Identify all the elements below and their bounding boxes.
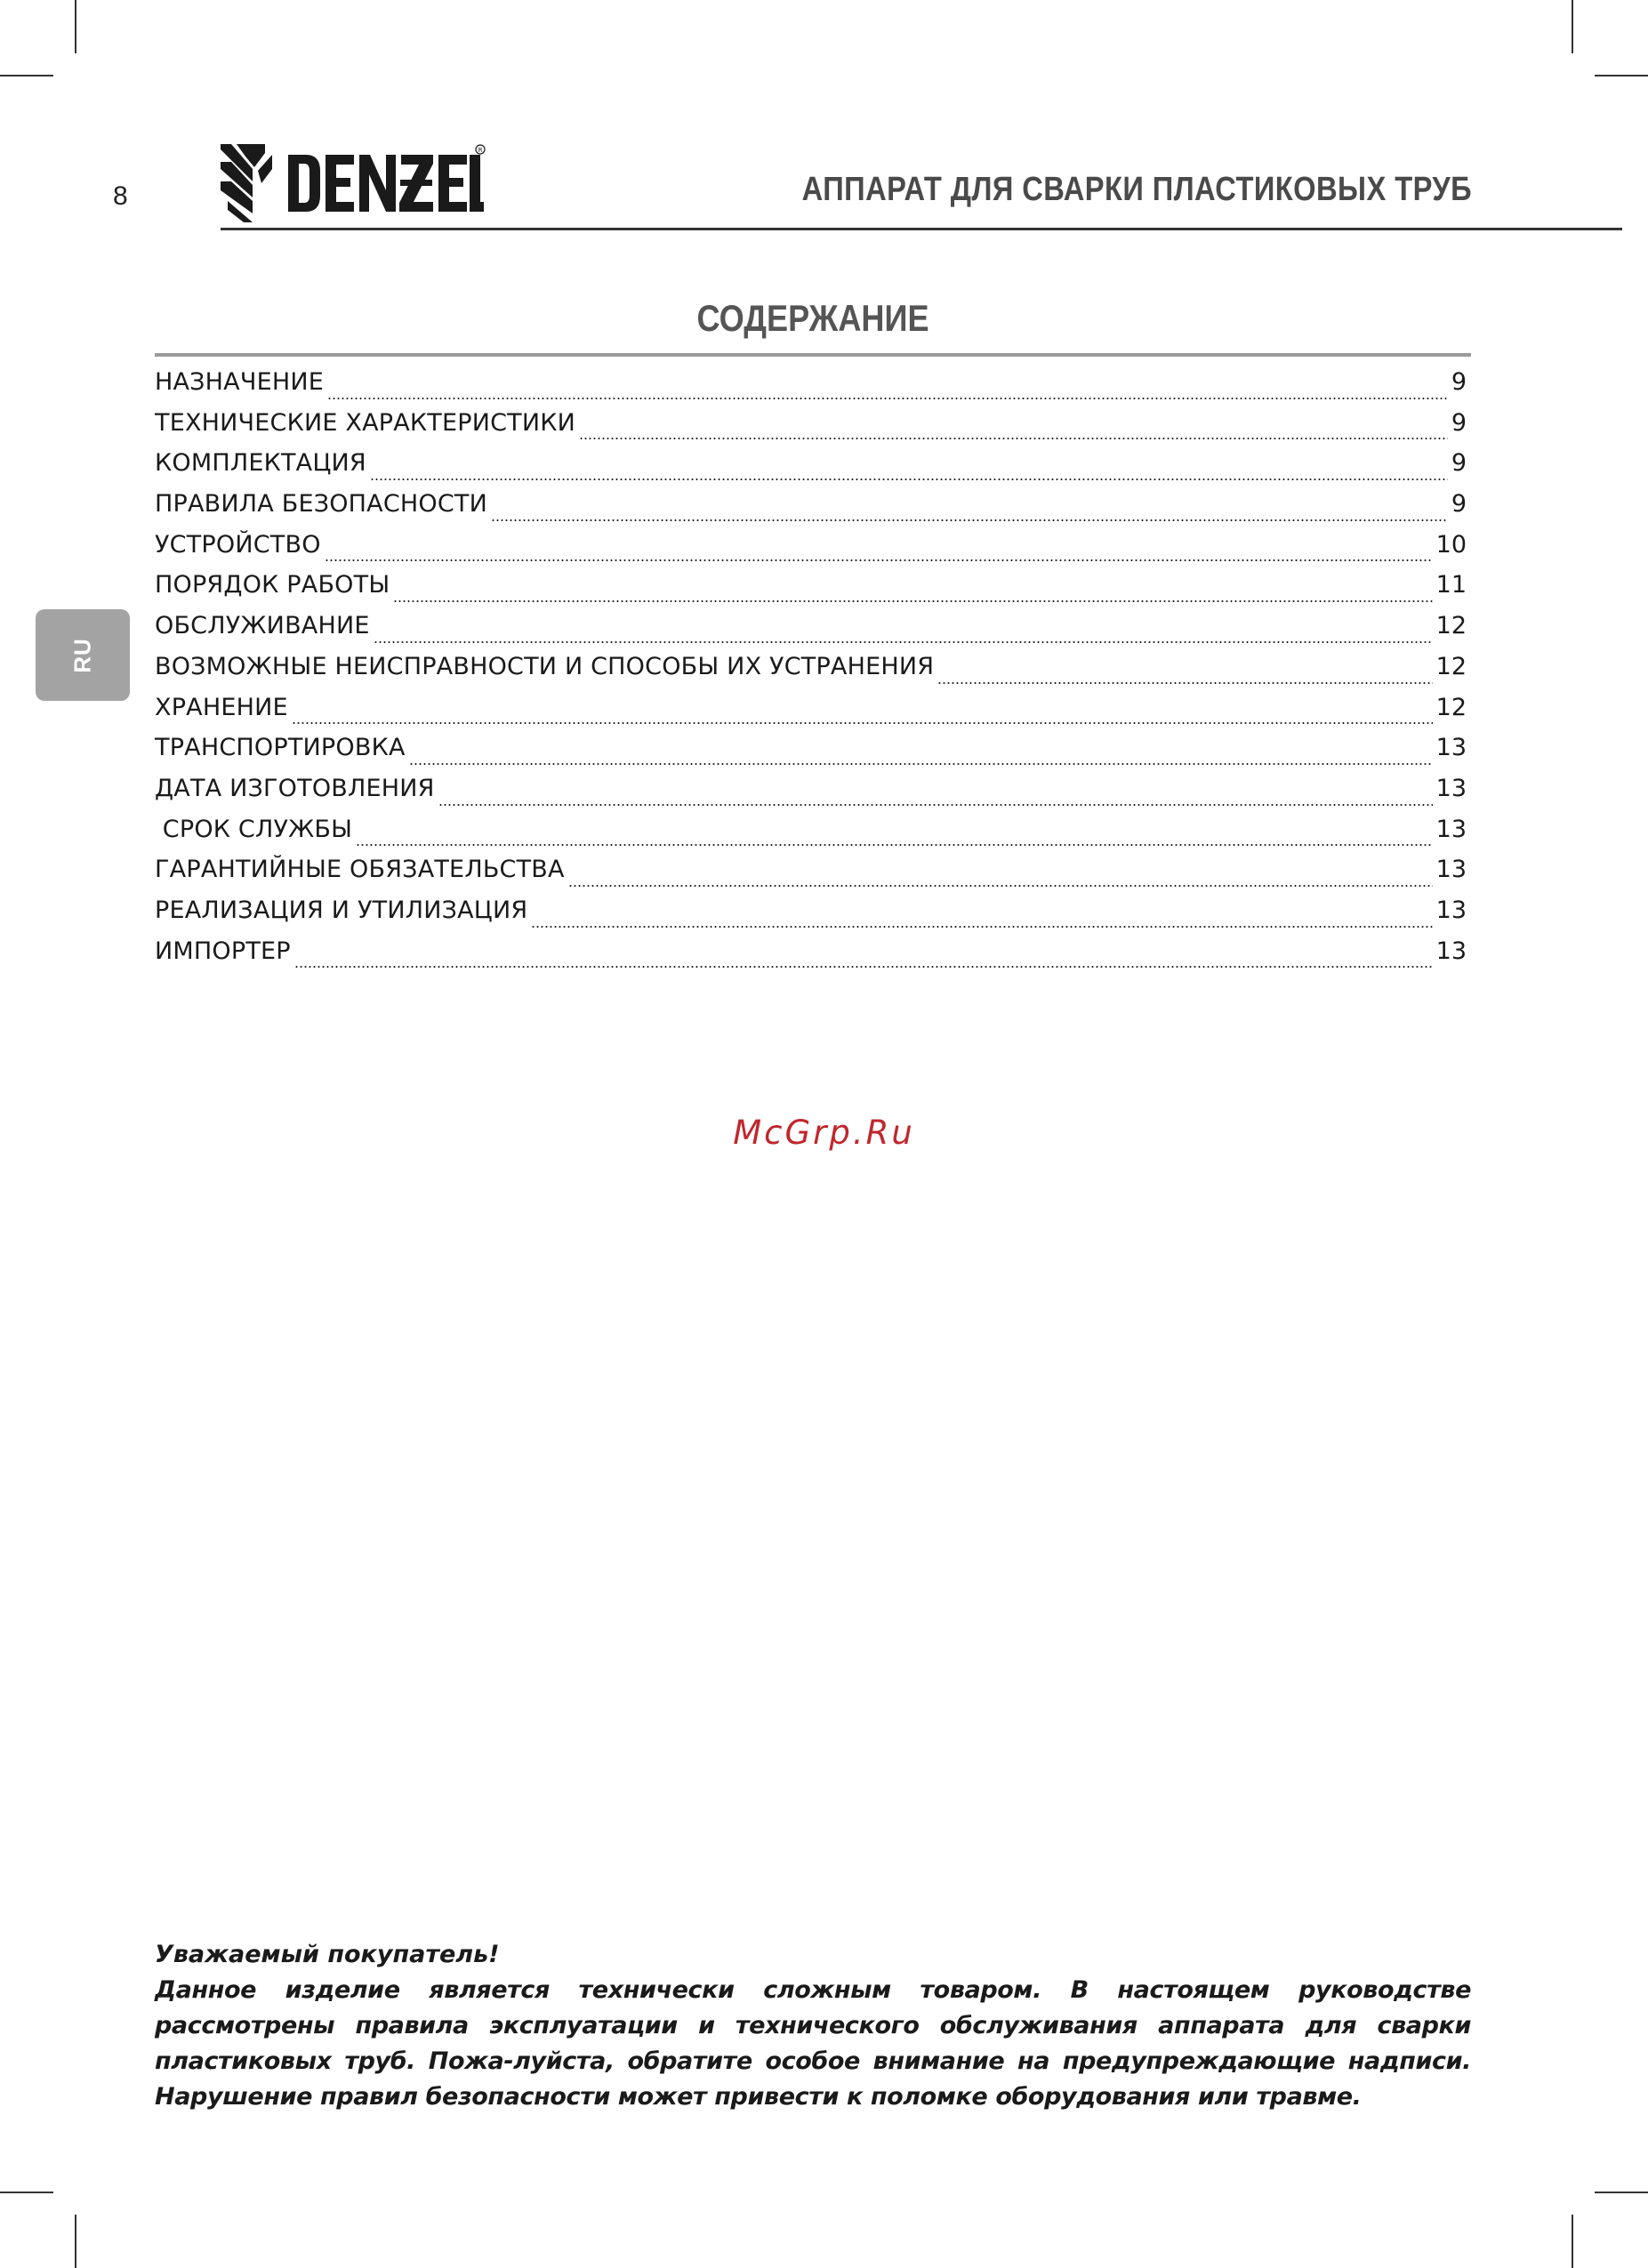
crop-mark [1595,75,1648,76]
toc-entry-label: ИМПОРТЕР [155,937,291,965]
toc-entry-page: 9 [1451,368,1467,396]
watermark: McGrp.Ru [733,1114,915,1152]
toc-entry-label: КОМПЛЕКТАЦИЯ [155,449,366,478]
toc-entry[interactable] [155,612,1467,653]
toc-entry-label: РЕАЛИЗАЦИЯ И УТИЛИЗАЦИЯ [155,896,528,924]
toc-dot-leader [370,479,1448,480]
toc-entry-label: ПОРЯДОК РАБОТЫ [155,571,390,599]
toc-entry-page: 9 [1451,490,1467,519]
toc-entry-page: 9 [1451,408,1467,437]
toc-entry-page: 12 [1435,652,1467,680]
header-title: АППАРАТ ДЛЯ СВАРКИ ПЛАСТИКОВЫХ ТРУБ [801,171,1472,208]
toc-dot-leader [393,600,1432,602]
crop-mark [75,0,76,53]
crop-mark [1572,0,1573,53]
toc-dot-leader [409,763,1433,765]
crop-mark [1595,2192,1648,2193]
toc-dot-leader [327,398,1448,399]
header-divider [221,228,1622,230]
page-number: 8 [113,181,128,211]
toc-entry[interactable] [155,409,1467,450]
notice-body: Данное изделие является технически сложным товаром. В настоящем руководстве рассмотрены правила эксплуатации и технического обслуживания аппарата для сварки пластиковых труб. Пожа-луйста, обратите особое внимание на предупреждающие надписи. Нарушение правил безопасности может привести к поломке оборудования или травме. [155,1976,1471,2111]
toc-entry[interactable] [155,653,1467,694]
toc-entry-label: ОБСЛУЖИВАНИЕ [155,612,370,640]
toc-entry[interactable] [155,368,1467,409]
language-tab-label: RU [68,637,96,673]
toc-entry-page: 13 [1435,856,1467,884]
crop-mark [0,2192,53,2193]
toc-list [155,368,1467,977]
toc-entry[interactable] [155,694,1467,735]
toc-entry-page: 13 [1435,734,1467,762]
language-tab [36,609,130,701]
toc-entry-page: 13 [1435,774,1467,802]
toc-title: СОДЕРЖАНИЕ [696,297,929,339]
toc-dot-leader [438,804,1433,806]
crop-mark [0,75,53,76]
toc-entry-label: ДАТА ИЗГОТОВЛЕНИЯ [155,774,435,802]
toc-entry-page: 13 [1435,937,1467,965]
toc-entry[interactable] [155,775,1467,816]
toc-entry-page: 13 [1435,896,1467,924]
toc-entry-page: 12 [1435,612,1467,640]
toc-entry-label: ХРАНЕНИЕ [155,693,288,721]
denzel-logo-icon [219,142,486,224]
toc-entry[interactable] [155,897,1467,937]
toc-dot-leader [491,519,1448,521]
toc-dot-leader [292,722,1433,724]
toc-dot-leader [937,682,1432,684]
notice-greeting: Уважаемый покупатель! [155,1941,500,1968]
toc-entry-label: УСТРОЙСТВО [155,530,321,559]
toc-entry[interactable] [155,571,1467,612]
toc-dot-leader [325,559,1433,561]
toc-dot-leader [374,641,1433,643]
crop-mark [75,2215,76,2268]
toc-entry-page: 9 [1451,449,1467,478]
toc-entry-label: ПРАВИЛА БЕЗОПАСНОСТИ [155,490,487,519]
toc-entry-label: ВОЗМОЖНЫЕ НЕИСПРАВНОСТИ И СПОСОБЫ ИХ УСТРАНЕНИЯ [155,652,935,680]
toc-entry[interactable] [155,449,1467,490]
toc-entry-label: ТРАНСПОРТИРОВКА [155,734,406,762]
toc-entry[interactable] [155,734,1467,775]
toc-dot-leader [579,438,1448,439]
toc-entry[interactable] [155,856,1467,897]
customer-notice [155,1937,1471,2115]
svg-text:R: R [478,146,483,154]
toc-dot-leader [356,844,1432,846]
toc-entry-page: 11 [1435,571,1467,599]
toc-entry[interactable] [155,490,1467,531]
toc-entry-label: СРОК СЛУЖБЫ [155,815,353,843]
toc-dot-leader [294,966,1433,968]
toc-dot-leader [531,926,1432,928]
crop-mark [1572,2215,1573,2268]
toc-entry-label: ГАРАНТИЙНЫЕ ОБЯЗАТЕЛЬСТВА [155,856,565,884]
toc-entry-page: 10 [1435,530,1467,559]
toc-entry[interactable] [155,937,1467,978]
toc-entry-page: 13 [1435,815,1467,843]
toc-entry-label: НАЗНАЧЕНИЕ [155,368,324,396]
toc-divider [155,353,1471,357]
toc-entry-label: ТЕХНИЧЕСКИЕ ХАРАКТЕРИСТИКИ [155,408,576,437]
toc-entry[interactable] [155,816,1467,857]
toc-entry[interactable] [155,531,1467,572]
toc-dot-leader [568,885,1433,887]
toc-entry-page: 12 [1435,693,1467,721]
